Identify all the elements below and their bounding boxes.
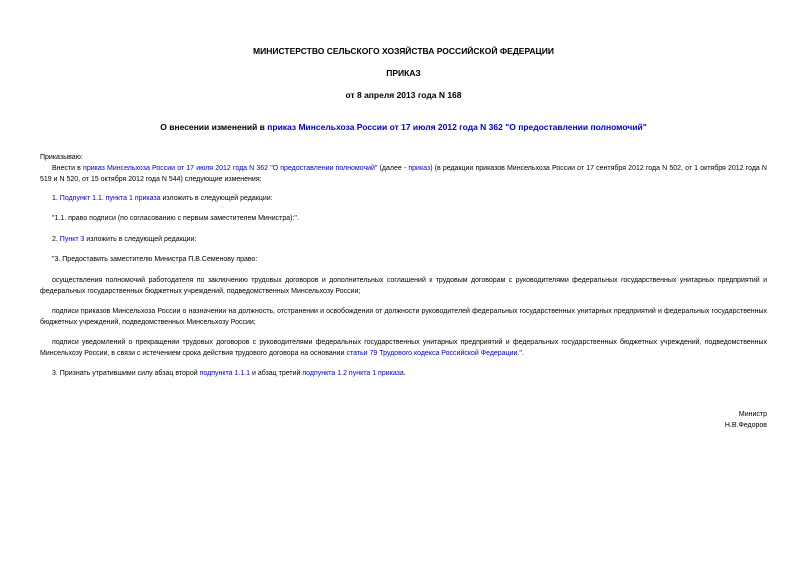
paragraph-item-1-text: "1.1. право подписи (по согласованию с первым заместителем Министра):". — [52, 215, 299, 222]
paragraph-item-3-intro: "3. Предоставить заместителю Министра П.В.Семенову право: — [52, 256, 258, 263]
title-link[interactable]: приказ Минсельхоза России от 17 июля 2012 года N 362 "О предоставлении полномочий" — [267, 122, 647, 132]
item-3-link[interactable]: Пункт 3 — [59, 236, 85, 243]
subitem-1-1-link[interactable]: Подпункт 1.1. пункта 1 приказа — [59, 195, 161, 202]
document-date: от 8 апреля 2013 года N 168 — [345, 90, 462, 100]
labor-code-link[interactable]: статьи 79 Трудового кодекса Российской Федерации — [346, 350, 518, 357]
document-type: ПРИКАЗ — [386, 68, 421, 78]
paragraph-item-2 — [40, 234, 767, 245]
text: 1. — [52, 195, 60, 202]
text: . — [403, 370, 406, 377]
paragraph-item-1 — [40, 193, 767, 204]
text: 3. Признать утратившими силу абзац второй — [52, 370, 200, 377]
paragraph-item-3 — [40, 368, 767, 379]
text: изложить в следующей редакции: — [160, 195, 273, 202]
order-word: Приказываю: — [40, 154, 83, 161]
text: .". — [517, 350, 524, 357]
text: ) (в редакции приказов Минсельхоза России от 17 сентября 2012 года N 502, от 1 октября 2012 года N 519 и N 520, от 15 октября 2012 года N 544) следующие изменения: — [40, 165, 767, 183]
subitem-1-2-link[interactable]: подпункта 1.2 пункта 1 приказа — [302, 370, 404, 377]
paragraph-intro — [40, 163, 767, 185]
paragraph-powers-1: осуществления полномочий работодателя по заключению трудовых договоров и дополнительных соглашений к трудовым договорам с руководителями федеральных государственных унитарных предприятий и федеральных государственных бюджетных учреждений, подведомственных Минсельхозу России; — [40, 277, 767, 295]
text: подписи уведомлений о прекращении трудовых договоров с руководителями федеральных государственных унитарных предприятий и федеральных государственных бюджетных учреждений, подведомственных Минсельхозу России, в связи с истечением срока действия трудового договора на основании — [40, 339, 767, 357]
ministry-name: МИНИСТЕРСТВО СЕЛЬСКОГО ХОЗЯЙСТВА РОССИЙСКОЙ ФЕДЕРАЦИИ — [253, 46, 554, 56]
text: (далее - — [377, 165, 409, 172]
signature-position: Министр — [738, 411, 767, 418]
signature-name: Н.В.Федоров — [724, 422, 767, 429]
paragraph-powers-2: подписи приказов Минсельхоза России о назначении на должность, отстранении и освобождении от должности руководителей федеральных государственных унитарных предприятий и федеральных государственных бюджетных учреждений, подведомственных Минсельхозу России; — [40, 308, 767, 326]
text: 2. — [52, 236, 60, 243]
text: и абзац третий — [250, 370, 303, 377]
paragraph-powers-3 — [40, 337, 767, 359]
text: изложить в следующей редакции: — [84, 236, 197, 243]
order-362-link[interactable]: приказ Минсельхоза России от 17 июля 2012 года N 362 "О предоставлении полномочий" — [83, 165, 378, 172]
title-text: О внесении изменений в — [160, 122, 268, 132]
order-short-link[interactable]: приказ — [408, 165, 431, 172]
subitem-1-1-1-link[interactable]: подпункта 1.1.1 — [199, 370, 251, 377]
text: Внести в — [52, 165, 84, 172]
document-title — [0, 122, 807, 133]
